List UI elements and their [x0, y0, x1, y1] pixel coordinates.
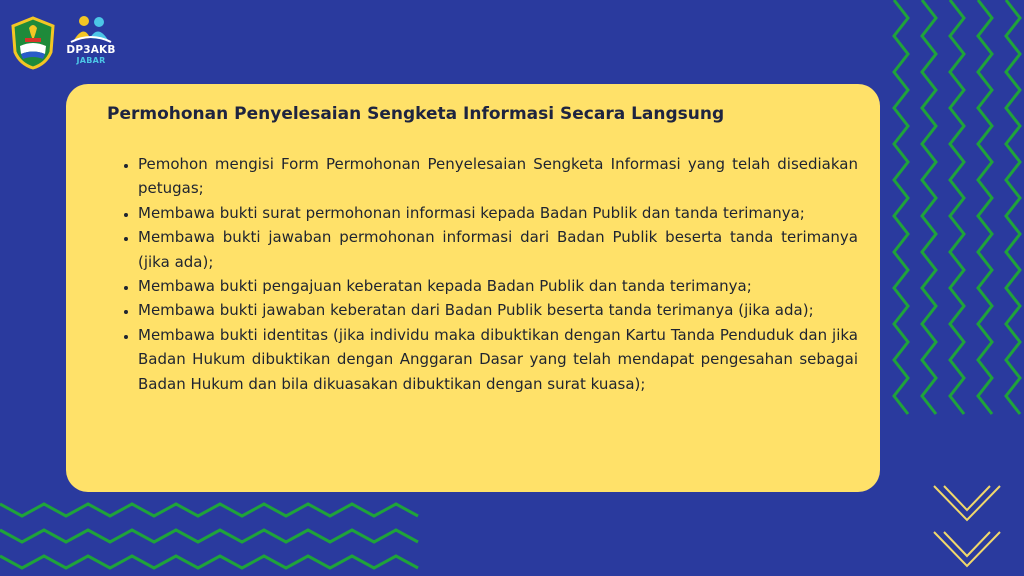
list-item: • Pemohon mengisi Form Permohonan Penyelesaian Sengketa Informasi yang telah disediakan petugas;: [138, 152, 858, 201]
list-item: • Membawa bukti identitas (jika individu maka dibuktikan dengan Kartu Tanda Penduduk dan jika Badan Hukum dibuktikan dengan Anggaran Dasar yang telah mendapat pengesahan sebagai Badan Hukum dan bila dikuasakan dibuktikan dengan surat kuasa);: [138, 323, 858, 396]
info-card: [66, 84, 880, 492]
list-item: • Membawa bukti jawaban keberatan dari Badan Publik beserta tanda terimanya (jika ada);: [138, 298, 858, 322]
requirements-list: [118, 152, 858, 396]
logo-text-dp3akb: DP3AKB: [66, 44, 116, 56]
decorative-zigzag-right: [888, 0, 1024, 420]
west-java-emblem-icon: [10, 16, 56, 70]
dp3akb-logo: [62, 12, 120, 68]
list-item: • Membawa bukti jawaban permohonan informasi dari Badan Publik beserta tanda terimanya (jika ada);: [138, 225, 858, 274]
logo-text-jabar: JABAR: [76, 56, 106, 65]
list-item: • Membawa bukti surat permohonan informasi kepada Badan Publik dan tanda terimanya;: [138, 201, 858, 225]
chevron-down-icon: [930, 482, 1004, 576]
list-item: • Membawa bukti pengajuan keberatan kepada Badan Publik dan tanda terimanya;: [138, 274, 858, 298]
decorative-zigzag-bottom: [0, 490, 420, 576]
card-title: Permohonan Penyelesaian Sengketa Informasi Secara Langsung: [107, 104, 725, 124]
